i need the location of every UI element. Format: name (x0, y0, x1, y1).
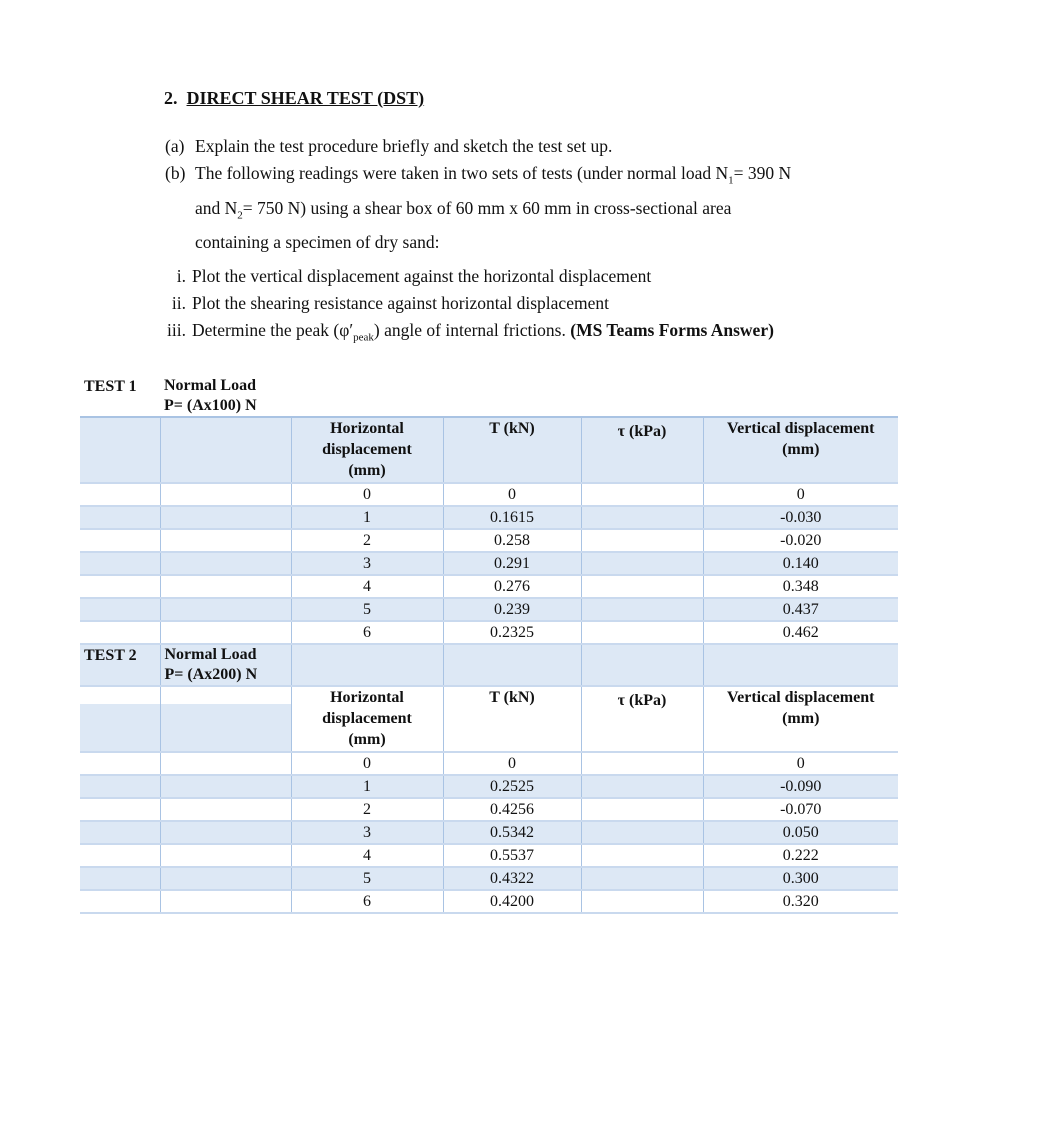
vertical-displacement-cell: 0.462 (703, 621, 898, 644)
t-kn-cell: 0 (443, 483, 581, 506)
question-title (164, 88, 424, 109)
col-tau-kpa: τ (kPa) (581, 686, 703, 752)
horizontal-displacement-cell: 0 (291, 752, 443, 775)
part-a-label: (a) (165, 136, 185, 156)
tau-cell[interactable] (581, 867, 703, 890)
tau-cell[interactable] (581, 621, 703, 644)
table-row (80, 867, 898, 890)
col-vertical-displacement (703, 686, 898, 752)
t-kn-cell: 0.276 (443, 575, 581, 598)
tau-cell[interactable] (581, 506, 703, 529)
normal-load-value: P= (Ax200) N (164, 666, 258, 683)
t-kn-cell: 0.2525 (443, 775, 581, 798)
horizontal-displacement-cell: 1 (291, 506, 443, 529)
question-heading: DIRECT SHEAR TEST (DST) (186, 88, 425, 108)
vertical-displacement-cell: -0.090 (703, 775, 898, 798)
table-row (80, 798, 898, 821)
tau-cell[interactable] (581, 798, 703, 821)
part-a-text: Explain the test procedure briefly and sketch the test set up. (195, 136, 613, 156)
header-text-line: Horizontal (330, 420, 404, 437)
horizontal-displacement-cell: 4 (291, 575, 443, 598)
tau-cell[interactable] (581, 552, 703, 575)
vertical-displacement-cell: -0.020 (703, 529, 898, 552)
tau-cell[interactable] (581, 752, 703, 775)
part-b (165, 160, 885, 195)
t-kn-cell: 0.258 (443, 529, 581, 552)
normal-load-label: Normal Load (164, 646, 257, 663)
vertical-displacement-cell: -0.070 (703, 798, 898, 821)
table-row (80, 529, 898, 552)
table-row (80, 506, 898, 529)
tau-cell[interactable] (581, 844, 703, 867)
header-text-line: (mm) (782, 710, 820, 727)
vertical-displacement-cell: 0.050 (703, 821, 898, 844)
col-t-kn: T (kN) (443, 686, 581, 752)
part-b-line2 (165, 195, 885, 230)
header-text-line: (mm) (348, 731, 386, 748)
sub1: 1 (728, 174, 734, 187)
tau-cell[interactable] (581, 890, 703, 913)
horizontal-displacement-cell: 0 (291, 483, 443, 506)
test-label: TEST 1 (80, 376, 160, 417)
test2-label-row (80, 644, 898, 686)
t-kn-cell: 0.4322 (443, 867, 581, 890)
header-row (80, 417, 898, 483)
vertical-displacement-cell: 0 (703, 752, 898, 775)
col-t-kn: T (kN) (443, 417, 581, 483)
horizontal-displacement-cell: 3 (291, 552, 443, 575)
header-text-line: (mm) (348, 462, 386, 479)
horizontal-displacement-cell: 1 (291, 775, 443, 798)
table-row (80, 775, 898, 798)
task-num: ii. (171, 293, 186, 313)
header-text-line: displacement (322, 441, 412, 458)
vertical-displacement-cell: 0.140 (703, 552, 898, 575)
horizontal-displacement-cell: 2 (291, 529, 443, 552)
table-row (80, 821, 898, 844)
normal-load-value: P= (Ax100) N (164, 397, 257, 414)
t-kn-cell: 0.4256 (443, 798, 581, 821)
task-text: Determine the peak (φ′ (192, 320, 354, 340)
t-kn-cell: 0.4200 (443, 890, 581, 913)
header-row (80, 686, 898, 752)
tau-cell[interactable] (581, 483, 703, 506)
table-row (80, 598, 898, 621)
tau-cell[interactable] (581, 821, 703, 844)
question-parts (165, 133, 885, 256)
task-list (166, 263, 886, 352)
normal-load (160, 644, 291, 686)
task-i (166, 263, 886, 290)
part-a (165, 133, 885, 160)
sub2: 2 (237, 209, 243, 221)
test1-label-row (80, 376, 898, 417)
horizontal-displacement-cell: 5 (291, 598, 443, 621)
horizontal-displacement-cell: 6 (291, 890, 443, 913)
task-text-end: ) angle of internal frictions. (373, 320, 571, 340)
horizontal-displacement-cell: 5 (291, 867, 443, 890)
vertical-displacement-cell: -0.030 (703, 506, 898, 529)
vertical-displacement-cell: 0.348 (703, 575, 898, 598)
table-row (80, 552, 898, 575)
task-num: i. (176, 266, 186, 286)
table-row (80, 890, 898, 913)
header-text-line: Horizontal (330, 689, 404, 706)
table-row (80, 844, 898, 867)
part-b-line1-end: = 390 N (733, 163, 792, 183)
peak-sub: peak (353, 331, 374, 344)
col-tau-kpa: τ (kPa) (581, 417, 703, 483)
b2-start: and N (195, 197, 238, 218)
vertical-displacement-cell: 0.437 (703, 598, 898, 621)
header-text-line: displacement (322, 710, 412, 727)
col-horizontal-displacement (291, 686, 443, 752)
t-kn-cell: 0.5537 (443, 844, 581, 867)
header-text-line: (mm) (782, 441, 820, 458)
table-row (80, 752, 898, 775)
normal-load-label: Normal Load (164, 377, 256, 394)
b2-end: = 750 N) using a shear box of 60 mm x 60 mm in cross-sectional area (242, 197, 732, 218)
part-b-line3: containing a specimen of dry sand: (195, 232, 440, 252)
horizontal-displacement-cell: 4 (291, 844, 443, 867)
table-row (80, 621, 898, 644)
t-kn-cell: 0.291 (443, 552, 581, 575)
question-number: 2. (164, 88, 178, 108)
part-b-label: (b) (165, 163, 186, 183)
horizontal-displacement-cell: 2 (291, 798, 443, 821)
vertical-displacement-cell: 0.300 (703, 867, 898, 890)
tau-cell[interactable] (581, 575, 703, 598)
normal-load (160, 376, 291, 417)
t-kn-cell: 0 (443, 752, 581, 775)
t-kn-cell: 0.239 (443, 598, 581, 621)
test-label: TEST 2 (80, 644, 160, 686)
tau-cell[interactable] (581, 598, 703, 621)
horizontal-displacement-cell: 6 (291, 621, 443, 644)
readings-table (80, 376, 898, 914)
task-text: Plot the shearing resistance against horizontal displacement (192, 293, 609, 313)
horizontal-displacement-cell: 3 (291, 821, 443, 844)
tau-cell[interactable] (581, 775, 703, 798)
ms-teams-note: (MS Teams Forms Answer) (570, 320, 774, 340)
t-kn-cell: 0.1615 (443, 506, 581, 529)
task-text: Plot the vertical displacement against the horizontal displacement (192, 266, 652, 286)
vertical-displacement-cell: 0 (703, 483, 898, 506)
t-kn-cell: 0.2325 (443, 621, 581, 644)
vertical-displacement-cell: 0.222 (703, 844, 898, 867)
part-b-line1: The following readings were taken in two sets of tests (under normal load N (195, 163, 729, 183)
header-text-line: Vertical displacement (727, 420, 875, 437)
task-iii (166, 317, 886, 352)
vertical-displacement-cell: 0.320 (703, 890, 898, 913)
table-row (80, 483, 898, 506)
task-num: iii. (167, 320, 186, 340)
tau-cell[interactable] (581, 529, 703, 552)
col-vertical-displacement (703, 417, 898, 483)
t-kn-cell: 0.5342 (443, 821, 581, 844)
header-text-line: Vertical displacement (727, 689, 875, 706)
task-ii (166, 290, 886, 317)
table-row (80, 575, 898, 598)
col-horizontal-displacement (291, 417, 443, 483)
